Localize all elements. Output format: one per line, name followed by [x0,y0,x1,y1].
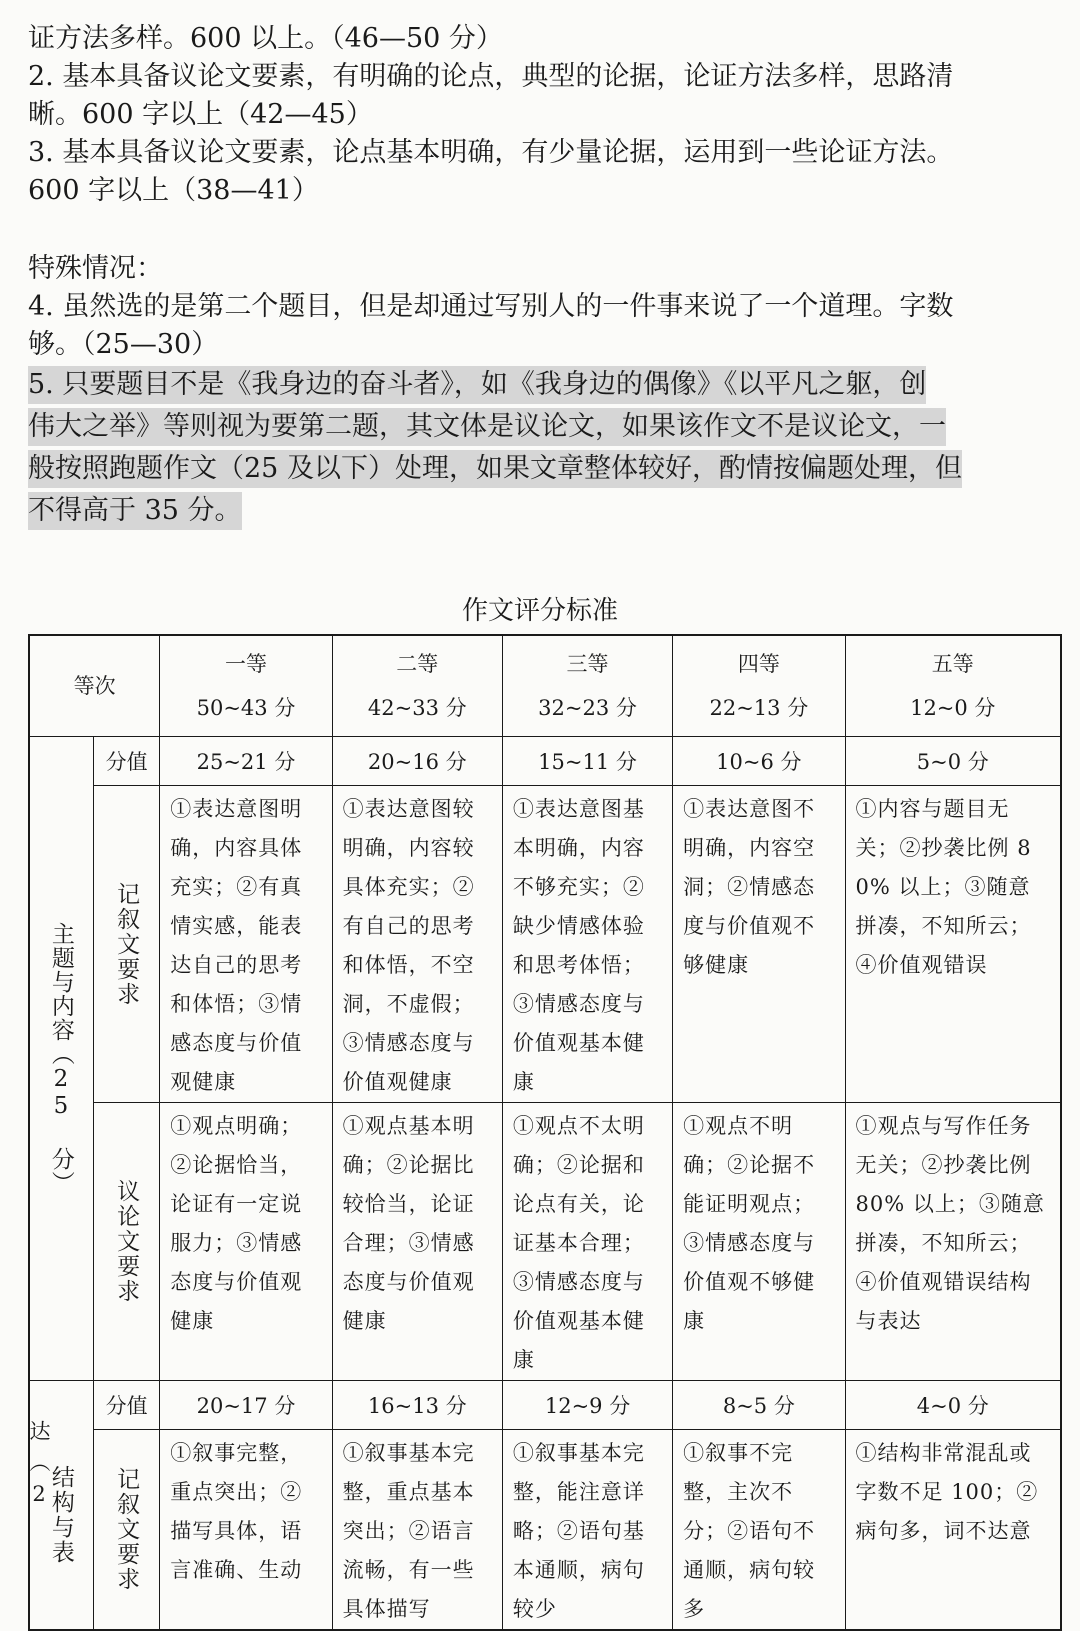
content-score-row [29,737,1061,786]
grade-name: 二等 [396,652,439,676]
grade-header-4 [673,635,845,737]
grade-range: 12~0 分 [910,696,996,720]
structure-narrative-5: ①结构非常混乱或字数不足 100；②病句多，词不达意 [845,1430,1061,1631]
grade-label: 等次 [29,635,160,737]
content-score-4: 10~6 分 [673,737,845,786]
content-narrative-5: ①内容与题目无关；②抄袭比例 80% 以上；③随意拼凑，不知所云；④价值观错误 [845,786,1061,1103]
content-narrative-1: ①表达意图明确，内容具体充实；②有真情实感，能表达自己的思考和体悟；③情感态度与价值观健康 [160,786,332,1103]
grade-name: 三等 [566,652,609,676]
structure-narrative-4: ①叙事不完整，主次不分；②语句不通顺，病句较多 [673,1430,845,1631]
argument-label-cell [93,1103,159,1381]
grade-header-1 [160,635,332,737]
header-row [29,635,1061,737]
structure-score-1: 20~17 分 [160,1381,332,1430]
structure-narrative-label-cell [93,1430,159,1631]
content-argument-2: ①观点基本明确；②论据比较恰当，论证合理；③情感态度与价值观健康 [332,1103,502,1381]
table-caption: 作文评分标准 [461,596,618,626]
structure-narrative-row [29,1430,1061,1631]
structure-score-2: 16~13 分 [332,1381,502,1430]
content-score-2: 20~16 分 [332,737,502,786]
content-narrative-4: ①表达意图不明确，内容空洞；②情感态度与价值观不够健康 [673,786,845,1103]
structure-narrative-1: ①叙事完整，重点突出；②描写具体，语言准确、生动 [160,1430,332,1631]
grade-header-3 [502,635,672,737]
line-1: 证方法多样。600 以上。（46—50 分） [28,23,503,54]
line-3: 晰。600 字以上（42—45） [28,99,373,130]
line-5: 600 字以上（38—41） [28,175,319,206]
line-2: 2. 基本具备议论文要素，有明确的论点，典型的论据，论证方法多样，思路清 [28,61,954,92]
structure-narrative-2: ①叙事基本完整，重点基本突出；②语言流畅，有一些具体描写 [332,1430,502,1631]
scoring-table [28,634,1062,1631]
content-score-1: 25~21 分 [160,737,332,786]
grade-name: 四等 [737,652,780,676]
content-argument-3: ①观点不太明确；②论据和论点有关，论证基本合理；③情感态度与价值观基本健康 [502,1103,672,1381]
grade-name: 一等 [224,652,267,676]
content-argument-1: ①观点明确；②论据恰当，论证有一定说服力；③情感态度与价值观健康 [160,1103,332,1381]
content-score-label: 分值 [93,737,159,786]
content-narrative-row [29,786,1061,1103]
content-score-5: 5~0 分 [845,737,1061,786]
grade-range: 22~13 分 [709,696,809,720]
line-8: 够。（25—30） [28,329,219,360]
structure-edge-text: 达（2 [27,1420,51,1516]
grade-range: 32~23 分 [538,696,637,720]
grade-range: 42~33 分 [367,696,467,720]
highlight-line-11: 般按照跑题作文（25 及以下）处理，如果文章整体较好，酌情按偏题处理，但 [28,450,962,488]
grade-name: 五等 [931,652,974,676]
structure-score-4: 8~5 分 [673,1381,845,1430]
structure-narrative-3: ①叙事基本完整，能注意详略；②语句基本通顺，病句较少 [502,1430,672,1631]
grade-header-2 [332,635,502,737]
argument-label: 议论文要求 [113,1179,140,1304]
content-category-cell [29,737,93,1381]
highlight-line-12: 不得高于 35 分。 [28,492,242,530]
grade-header-5 [845,635,1061,737]
content-argument-5: ①观点与写作任务无关；②抄袭比例 80% 以上；③随意拼凑，不知所云；④价值观错误结构与表达 [845,1103,1061,1381]
narrative-label-cell [93,786,159,1103]
structure-score-5: 4~0 分 [845,1381,1061,1430]
content-category: 主题与内容（25 分） [47,922,74,1195]
structure-category: 结构与表 [47,1465,74,1565]
structure-score-label: 分值 [93,1381,159,1430]
line-7: 4. 虽然选的是第二个题目，但是却通过写别人的一件事来说了一个道理。字数 [28,291,954,322]
content-narrative-3: ①表达意图基本明确，内容不够充实；②缺少情感体验和思考体悟；③情感态度与价值观基本健康 [502,786,672,1103]
structure-narrative-label: 记叙文要求 [113,1467,140,1592]
content-argument-row [29,1103,1061,1381]
content-score-3: 15~11 分 [502,737,672,786]
structure-score-3: 12~9 分 [502,1381,672,1430]
content-narrative-2: ①表达意图较明确，内容较具体充实；②有自己的思考和体悟，不空洞，不虚假；③情感态度与价值观健康 [332,786,502,1103]
content-argument-4: ①观点不明确；②论据不能证明观点；③情感态度与价值观不够健康 [673,1103,845,1381]
special-heading: 特殊情况： [28,253,163,284]
line-4: 3. 基本具备议论文要素，论点基本明确，有少量论据，运用到一些论证方法。 [28,137,954,168]
narrative-label: 记叙文要求 [113,881,140,1007]
highlight-line-9: 5. 只要题目不是《我身边的奋斗者》，如《我身边的偶像》《以平凡之躯，创 [28,366,926,404]
grade-range: 50~43 分 [196,696,296,720]
structure-score-row [29,1381,1061,1430]
highlight-line-10: 伟大之举》等则视为要第二题，其文体是议论文，如果该作文不是议论文，一 [28,408,946,446]
